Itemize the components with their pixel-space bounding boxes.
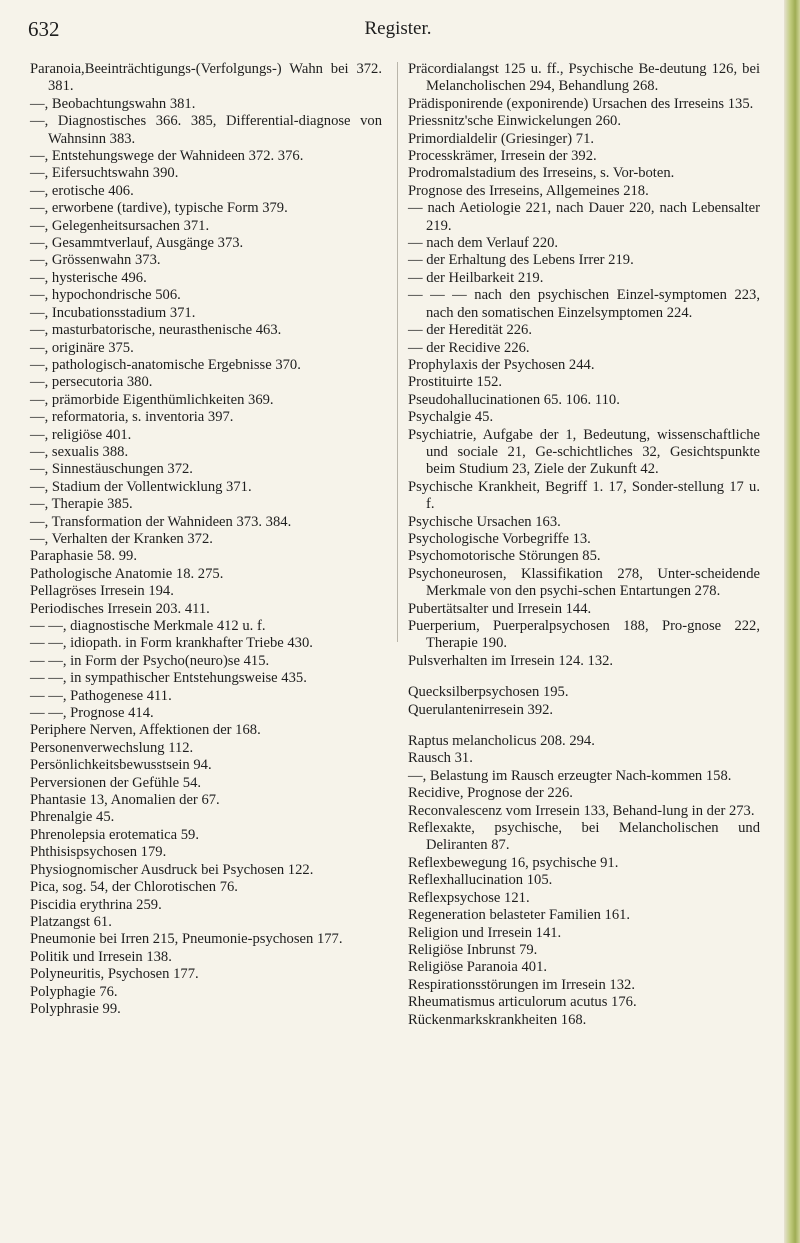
index-entry: —, masturbatorische, neurasthenische 463. xyxy=(30,322,282,339)
index-entry: Politik und Irresein 138. xyxy=(30,948,172,965)
index-entry: Psychologische Vorbegriffe 13. xyxy=(408,530,591,547)
index-entry: Psychische Ursachen 163. xyxy=(408,513,561,530)
index-entry: Religiöse Inbrunst 79. xyxy=(408,941,538,958)
index-section-p xyxy=(408,61,760,670)
index-entry: Periphere Nerven, Affektionen der 168. xyxy=(30,722,261,739)
index-entry: Pulsverhalten im Irresein 124. 132. xyxy=(408,652,614,669)
index-entry: Religion und Irresein 141. xyxy=(408,924,562,941)
index-entry: — der Heilbarkeit 219. xyxy=(408,269,544,286)
index-entry: Prodromalstadium des Irreseins, s. Vor-boten. xyxy=(408,165,675,182)
index-entry: Quecksilberpsychosen 195. xyxy=(408,684,569,701)
index-section-r xyxy=(408,733,760,1029)
index-entry: —, Therapie 385. xyxy=(30,496,133,513)
index-entry: —, hysterische 496. xyxy=(30,269,147,286)
index-entry: Periodisches Irresein 203. 411. xyxy=(30,600,210,617)
index-entry: Perversionen der Gefühle 54. xyxy=(30,774,202,791)
index-entry: —, Incubationsstadium 371. xyxy=(30,304,196,321)
index-column-left xyxy=(30,61,382,1018)
index-entry: Reflexakte, psychische, bei Melancholischen und Deliranten 87. xyxy=(408,820,760,854)
section-gap xyxy=(408,719,760,733)
index-entry: —, persecutoria 380. xyxy=(30,374,153,391)
index-entry: Priessnitz'sche Einwickelungen 260. xyxy=(408,113,621,130)
index-entry: —, pathologisch-anatomische Ergebnisse 370. xyxy=(30,356,301,373)
index-entry: Prädisponirende (exponirende) Ursachen des Irreseins 135. xyxy=(408,95,754,112)
index-entry: —, religiöse 401. xyxy=(30,426,132,443)
page-edge-decoration xyxy=(784,0,800,1243)
index-entry: Reflexpsychose 121. xyxy=(408,889,530,906)
index-entry: —, prämorbide Eigenthümlichkeiten 369. xyxy=(30,391,274,408)
index-entry: Paranoia,Beeinträchtigungs-(Verfolgungs-) Wahn bei 372. 381. xyxy=(30,61,382,95)
index-entry: Phrenalgie 45. xyxy=(30,809,115,826)
index-entry: Piscidia erythrina 259. xyxy=(30,896,162,913)
index-entry: —, sexualis 388. xyxy=(30,443,129,460)
index-entry: Prostituirte 152. xyxy=(408,374,503,391)
index-entry: Reflexbewegung 16, psychische 91. xyxy=(408,854,619,871)
index-entry: Polyneuritis, Psychosen 177. xyxy=(30,966,199,983)
index-entry: Pathologische Anatomie 18. 275. xyxy=(30,565,224,582)
index-entry: — —, idiopath. in Form krankhafter Triebe 430. xyxy=(30,635,313,652)
index-entry: Querulantenirresein 392. xyxy=(408,701,554,718)
index-entry: — —, Prognose 414. xyxy=(30,705,154,722)
index-entry: — —, Pathogenese 411. xyxy=(30,687,172,704)
index-entry: Paraphasie 58. 99. xyxy=(30,548,137,565)
index-entry: —, reformatoria, s. inventoria 397. xyxy=(30,409,234,426)
index-entry: Primordialdelir (Griesinger) 71. xyxy=(408,130,595,147)
index-section-q xyxy=(408,684,760,719)
index-entry: —, Diagnostisches 366. 385, Differential-diagnose von Wahnsinn 383. xyxy=(30,113,382,147)
index-entry: Platzangst 61. xyxy=(30,913,112,930)
index-entry: Processkrämer, Irresein der 392. xyxy=(408,148,597,165)
page-number: 632 xyxy=(28,17,60,41)
index-entry: — —, in Form der Psycho(neuro)se 415. xyxy=(30,652,270,669)
index-entry: —, hypochondrische 506. xyxy=(30,287,181,304)
index-entry: —, originäre 375. xyxy=(30,339,134,356)
index-entry: —, erotische 406. xyxy=(30,182,134,199)
index-entry: Phantasie 13, Anomalien der 67. xyxy=(30,792,220,809)
index-entry: — nach Aetiologie 221, nach Dauer 220, nach Lebensalter 219. xyxy=(408,200,760,234)
index-entry: — —, diagnostische Merkmale 412 u. f. xyxy=(30,618,266,634)
index-entry: —, Gesammtverlauf, Ausgänge 373. xyxy=(30,235,244,252)
index-entry: —, Eifersuchtswahn 390. xyxy=(30,165,179,182)
page-header xyxy=(28,16,768,42)
index-entry: Polyphagie 76. xyxy=(30,983,118,1000)
index-column-right xyxy=(408,61,760,1029)
index-entry: —, Gelegenheitsursachen 371. xyxy=(30,217,210,234)
index-entry: — der Heredität 226. xyxy=(408,322,533,339)
index-entry: —, erworbene (tardive), typische Form 379. xyxy=(30,200,288,217)
index-entry: —, Entstehungswege der Wahnideen 372. 376. xyxy=(30,148,304,165)
index-entry: Personenverwechslung 112. xyxy=(30,739,194,756)
index-entry: Persönlichkeitsbewusstsein 94. xyxy=(30,757,212,774)
index-entry: Psychomotorische Störungen 85. xyxy=(408,548,601,565)
index-entry: —, Belastung im Rausch erzeugter Nach-kommen 158. xyxy=(408,767,732,784)
index-entry: —, Beobachtungswahn 381. xyxy=(30,95,196,112)
index-entry: —, Verhalten der Kranken 372. xyxy=(30,530,213,547)
index-entry: Rausch 31. xyxy=(408,750,473,767)
index-entry: Puerperium, Puerperalpsychosen 188, Pro-gnose 222, Therapie 190. xyxy=(408,618,760,652)
index-entry: — —, in sympathischer Entstehungsweise 435. xyxy=(30,670,307,687)
index-entry: Psychiatrie, Aufgabe der 1, Bedeutung, wissenschaftliche und sociale 21, Ge-schichtliches 32, Gesichtspunkte beim Studium 23, Ziele der Zukunft 42. xyxy=(408,426,760,478)
index-entry: —, Transformation der Wahnideen 373. 384. xyxy=(30,513,292,530)
index-entry: —, Grössenwahn 373. xyxy=(30,252,161,269)
index-entry: Pseudohallucinationen 65. 106. 110. xyxy=(408,391,620,408)
index-entry: Prophylaxis der Psychosen 244. xyxy=(408,356,595,373)
page-title: Register. xyxy=(364,18,432,39)
index-entry: Reflexhallucination 105. xyxy=(408,872,553,889)
index-entry: Phthisispsychosen 179. xyxy=(30,844,167,861)
index-entry: Präcordialangst 125 u. ff., Psychische Be-deutung 126, bei Melancholischen 294, Behandlung 268. xyxy=(408,61,760,95)
index-entry: Physiognomischer Ausdruck bei Psychosen 122. xyxy=(30,861,314,878)
index-entry: Raptus melancholicus 208. 294. xyxy=(408,733,595,750)
section-gap xyxy=(408,670,760,684)
index-entry: Prognose des Irreseins, Allgemeines 218. xyxy=(408,182,649,199)
index-entry: Psychalgie 45. xyxy=(408,409,494,426)
index-entry: — der Erhaltung des Lebens Irrer 219. xyxy=(408,252,634,269)
index-entry: Regeneration belasteter Familien 161. xyxy=(408,907,631,924)
index-entry: Phrenolepsia erotematica 59. xyxy=(30,826,199,843)
column-divider xyxy=(397,62,398,642)
index-entry: —, Stadium der Vollentwicklung 371. xyxy=(30,478,252,495)
index-entry: Reconvalescenz vom Irresein 133, Behand-lung in der 273. xyxy=(408,802,755,819)
index-entry: Pica, sog. 54, der Chlorotischen 76. xyxy=(30,879,238,896)
index-entry: Pubertätsalter und Irresein 144. xyxy=(408,600,592,617)
index-entry: Rückenmarkskrankheiten 168. xyxy=(408,1011,587,1028)
index-entry: Rheumatismus articulorum acutus 176. xyxy=(408,994,637,1011)
index-entry: Respirationsstörungen im Irresein 132. xyxy=(408,976,635,993)
index-entry: Pneumonie bei Irren 215, Pneumonie-psychosen 177. xyxy=(30,931,343,948)
index-entry: Recidive, Prognose der 226. xyxy=(408,785,573,802)
index-entry: Psychische Krankheit, Begriff 1. 17, Sonder-stellung 17 u. f. xyxy=(408,478,760,513)
index-entry: Religiöse Paranoia 401. xyxy=(408,959,548,976)
index-entry: — der Recidive 226. xyxy=(408,339,530,356)
index-entry: — nach dem Verlauf 220. xyxy=(408,235,559,252)
index-entry: Pellagröses Irresein 194. xyxy=(30,583,174,600)
index-entry: — — — nach den psychischen Einzel-symptomen 223, nach den somatischen Einzelsymptomen 224. xyxy=(408,287,760,321)
index-entry: Psychoneurosen, Klassifikation 278, Unter-scheidende Merkmale von den psychi-schen Entartungen 278. xyxy=(408,565,760,600)
index-entry: Polyphrasie 99. xyxy=(30,1000,121,1017)
index-entry: —, Sinnestäuschungen 372. xyxy=(30,461,193,478)
